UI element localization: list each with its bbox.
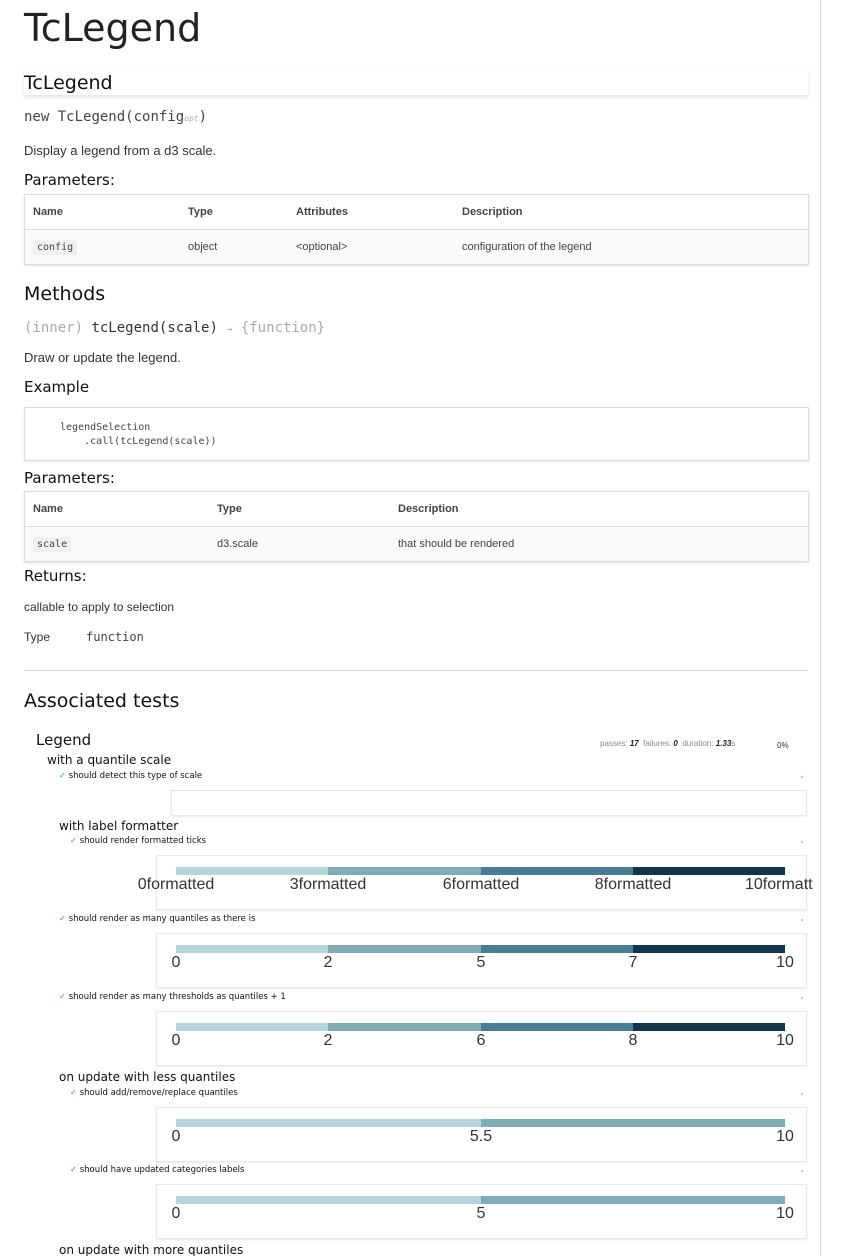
table-header-row [25, 492, 809, 527]
param-description: that should be rendered [390, 527, 809, 562]
legend-bar-4 [633, 1023, 785, 1031]
constructor-signature [24, 109, 207, 125]
subsuite-label-formatter[interactable]: with label formatter [59, 819, 179, 833]
test-title: should render as many quantiles as there is [68, 914, 256, 924]
legend-tick-label: 5 [476, 1205, 486, 1222]
legend-tick-label: 0 [171, 1128, 181, 1145]
legend-tick-label: 0 [171, 954, 181, 971]
param-description: configuration of the legend [454, 230, 809, 265]
legend-bar-1 [176, 1119, 481, 1127]
legend-many-thresholds [156, 1011, 807, 1066]
param-name: scale [33, 537, 71, 552]
passes-label: passes: [600, 739, 628, 748]
param-type: object [180, 230, 288, 265]
suite-title[interactable]: Legend [36, 731, 92, 749]
legend-tick-label: 7 [628, 954, 638, 971]
failures-label: failures: [643, 739, 672, 748]
legend-tick-label: 0 [171, 1205, 181, 1222]
check-icon: ✓ [70, 1088, 77, 1097]
legend-tick-label: 0 [171, 1032, 181, 1049]
duration-label: duration: [682, 739, 714, 748]
param-name-cell [25, 230, 181, 265]
test-detect-scale[interactable] [59, 771, 202, 781]
failures-count: 0 [673, 739, 678, 748]
duration-value: 1.33 [715, 739, 732, 748]
legend-tick-label: 10formatt [745, 876, 813, 893]
param-type: d3.scale [209, 527, 390, 562]
param-name-cell [25, 527, 210, 562]
section-divider [24, 670, 808, 671]
table-header-row [25, 195, 809, 230]
duration-unit: s [731, 739, 736, 748]
legend-bar-1 [176, 945, 328, 953]
check-icon: ✓ [70, 836, 77, 845]
method-description: Draw or update the legend. [24, 350, 181, 365]
replay-arrow-icon[interactable]: ‣ [800, 916, 805, 925]
test-title: should detect this type of scale [68, 771, 203, 781]
returns-type-value: function [86, 630, 144, 644]
constructor-params-table [24, 194, 809, 265]
legend-tick-label: 10 [776, 1032, 794, 1049]
legend-bar-3 [481, 1023, 633, 1031]
header-name: Name [25, 195, 181, 230]
legend-bar-4 [633, 867, 785, 875]
header-description: Description [454, 195, 809, 230]
legend-bar-2 [328, 1023, 481, 1031]
legend-tick-label: 0formatted [137, 876, 215, 893]
check-icon: ✓ [59, 992, 66, 1001]
legend-bar-1 [176, 1023, 328, 1031]
test-title: should render formatted ticks [79, 836, 207, 846]
returns-heading: Returns: [24, 567, 87, 585]
test-updated-labels[interactable] [70, 1165, 244, 1175]
legend-bar-4 [633, 945, 785, 953]
legend-tick-label: 8 [628, 1032, 638, 1049]
method-params-heading: Parameters: [24, 469, 115, 487]
legend-bar-2 [328, 945, 481, 953]
legend-bar-3 [481, 867, 633, 875]
constructor-close: ) [198, 109, 208, 125]
returns-type-label: Type [24, 630, 51, 644]
header-type: Type [209, 492, 390, 527]
legend-tick-label: 10 [776, 1128, 794, 1145]
legend-bar-1 [176, 867, 328, 875]
test-add-remove-replace[interactable] [70, 1088, 238, 1098]
method-name: tcLegend(scale) [91, 320, 218, 336]
check-icon: ✓ [70, 1165, 77, 1174]
legend-updated-labels [156, 1184, 807, 1239]
legend-bar-1 [176, 1196, 481, 1204]
test-title: should have updated categories labels [79, 1165, 245, 1175]
page-title: TcLegend [24, 6, 202, 50]
methods-heading: Methods [24, 283, 106, 305]
test-many-quantiles[interactable] [59, 914, 255, 924]
example-code-block [24, 407, 809, 461]
legend-tick-label: 5.5 [469, 1128, 493, 1145]
test-formatted-ticks[interactable] [70, 836, 206, 846]
returns-description: callable to apply to selection [24, 600, 175, 614]
constructor-name: TcLegend(config [57, 109, 185, 125]
legend-tick-label: 6 [476, 1032, 486, 1049]
replay-arrow-icon[interactable]: ‣ [800, 994, 805, 1003]
legend-bar-2 [481, 1119, 785, 1127]
legend-tick-label: 2 [323, 954, 333, 971]
legend-many-quantiles [156, 933, 807, 988]
method-return-type: {function} [240, 320, 326, 336]
test-title: should add/remove/replace quantiles [79, 1088, 238, 1098]
param-name: config [33, 240, 77, 255]
legend-tick-label: 10 [776, 1205, 794, 1222]
replay-arrow-icon[interactable]: ‣ [800, 773, 805, 782]
legend-formatted [137, 855, 813, 910]
legend-add-remove [156, 1107, 807, 1162]
header-name: Name [25, 492, 210, 527]
table-row [25, 230, 809, 265]
check-icon: ✓ [59, 771, 66, 780]
method-params-table [24, 491, 809, 562]
replay-arrow-icon[interactable]: ‣ [800, 1090, 805, 1099]
header-description: Description [390, 492, 809, 527]
return-arrow: → [226, 324, 233, 335]
header-type: Type [180, 195, 288, 230]
class-title: TcLegend [24, 72, 113, 94]
replay-arrow-icon[interactable]: ‣ [800, 838, 805, 847]
legend-tick-label: 6formatted [442, 876, 520, 893]
example-heading: Example [24, 378, 90, 396]
legend-tick-label: 2 [323, 1032, 333, 1049]
class-description: Display a legend from a d3 scale. [24, 143, 217, 158]
header-attributes: Attributes [288, 195, 454, 230]
subsuite-quantile-scale[interactable]: with a quantile scale [47, 753, 172, 767]
legend-bar-2 [328, 867, 481, 875]
class-title-bar [24, 70, 808, 95]
replay-arrow-icon[interactable]: ‣ [800, 1167, 805, 1176]
optional-marker: opt [184, 114, 199, 123]
method-signature [24, 320, 325, 336]
method-scope: (inner) [24, 320, 84, 336]
progress-percent: 0% [777, 741, 789, 750]
param-attributes: <optional> [288, 230, 454, 265]
test-render-empty [171, 790, 807, 816]
check-icon: ✓ [59, 914, 66, 923]
legend-bar-2 [481, 1196, 785, 1204]
legend-tick-label: 8formatted [594, 876, 672, 893]
subsuite-less-quantiles[interactable]: on update with less quantiles [59, 1070, 236, 1084]
test-stats [600, 739, 735, 748]
legend-tick-label: 5 [476, 954, 486, 971]
tests-heading: Associated tests [24, 690, 180, 712]
legend-bar-3 [481, 945, 633, 953]
table-row [25, 527, 809, 562]
legend-tick-label: 3formatted [289, 876, 367, 893]
test-many-thresholds[interactable] [59, 992, 286, 1002]
constructor-params-heading: Parameters: [24, 171, 115, 189]
test-title: should render as many thresholds as quantiles + 1 [68, 992, 286, 1002]
example-code: legendSelection .call(tcLegend(scale)) [60, 422, 217, 447]
passes-count: 17 [629, 739, 639, 748]
subsuite-more-quantiles[interactable]: on update with more quantiles [59, 1243, 244, 1256]
keyword-new: new [24, 109, 50, 125]
legend-tick-label: 10 [776, 954, 794, 971]
